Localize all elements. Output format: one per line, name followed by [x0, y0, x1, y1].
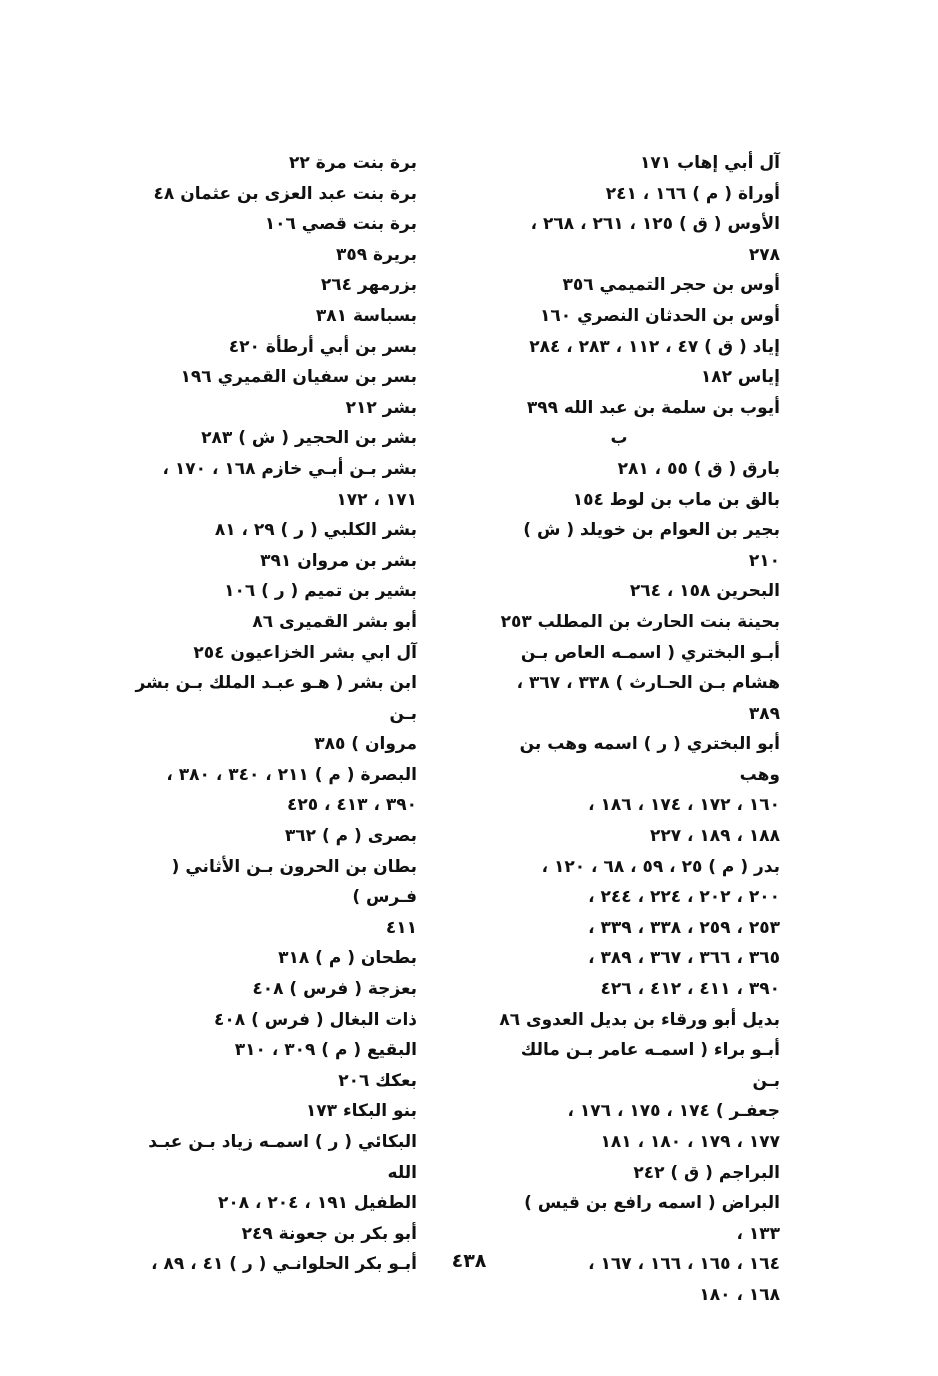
index-entry: ٢٧٨ [748, 244, 780, 265]
index-entry: بشر ٢١٢ [345, 397, 417, 418]
index-entry: أوس بن حجر التميمي ٣٥٦ [562, 275, 780, 296]
index-entry: ٣٩٠ ، ٤١٣ ، ٤٢٥ [286, 795, 417, 816]
index-entry: ٣٨٩ [748, 703, 780, 724]
index-entry: بطحان ( م ) ٣١٨ [278, 948, 417, 969]
index-entry: بجير بن العوام بن خويلد ( ش ) ٢١٠ [523, 520, 780, 571]
index-entry: آل ابي بشر الخزاعيون ٢٥٤ [193, 642, 417, 663]
index-entry: بارق ( ق ) ٥٥ ، ٢٨١ [617, 458, 780, 479]
index-entry: بسر بن أبي أرطأة ٤٢٠ [228, 336, 417, 357]
index-entry: بزرمهر ٢٦٤ [320, 275, 417, 296]
index-entry: أبـو براء ( اسمـه عامر بـن مالك بـن [520, 1040, 780, 1091]
index-entry: برة بنت مرة ٢٢ [289, 153, 417, 173]
index-entry: ٢٠٠ ، ٢٠٢ ، ٢٢٤ ، ٢٤٤ ، [588, 887, 780, 908]
index-entry: البراض ( اسمه رافع بن قيس ) ١٣٣ ، [524, 1193, 780, 1244]
index-entry: بطان بن الحرون بـن الأثاني ( فـرس ) [171, 856, 417, 908]
index-entry: بديل أبو ورقاء بن بديل العدوى ٨٦ [499, 1009, 780, 1030]
index-entry: أوس بن الحدثان النصري ١٦٠ [540, 305, 780, 326]
index-entry: ١٨٨ ، ١٨٩ ، ٢٢٧ [649, 826, 780, 847]
index-entry: الأوس ( ق ) ١٢٥ ، ٢٦١ ، ٢٦٨ ، [530, 214, 780, 235]
index-entry: أبو بشر القميرى ٨٦ [252, 611, 417, 632]
index-entry: مروان ) ٣٨٥ [314, 734, 417, 755]
index-entry: بشر بـن أبـي خازم ١٦٨ ، ١٧٠ ، [162, 458, 417, 479]
index-entry: برة بنت عبد العزى بن عثمان ٤٨ [153, 183, 417, 204]
index-entry: بشر بن مروان ٣٩١ [260, 550, 417, 571]
index-entry: أبو بكر بن جعونة ٢٤٩ [241, 1223, 417, 1244]
index-column-left [133, 148, 417, 1280]
index-entry: ٣٦٥ ، ٣٦٦ ، ٣٦٧ ، ٣٨٩ ، [588, 948, 780, 969]
index-entry: ١٦٨ ، ١٨٠ [699, 1284, 780, 1305]
index-entry: بعكك ٢٠٦ [338, 1070, 417, 1091]
index-entry: الطفيل ١٩١ ، ٢٠٤ ، ٢٠٨ [217, 1193, 417, 1214]
index-entry: ٢٥٣ ، ٢٥٩ ، ٣٣٨ ، ٣٣٩ ، [588, 917, 780, 938]
index-entry: ٤١١ [385, 917, 417, 938]
index-entry: بشر بن الحجير ( ش ) ٢٨٣ [201, 428, 417, 449]
index-entry: بنو البكاء ١٧٣ [305, 1101, 417, 1122]
index-entry: أوراة ( م ) ١٦٦ ، ٢٤١ [605, 183, 780, 204]
index-entry: بصرى ( م ) ٣٦٢ [284, 826, 417, 847]
index-entry: البراجم ( ق ) ٢٤٢ [633, 1162, 780, 1183]
index-entry: بالق بن ماب بن لوط ١٥٤ [572, 489, 780, 510]
index-entry: بعزجة ( فرس ) ٤٠٨ [252, 979, 417, 1000]
index-entry: البقيع ( م ) ٣٠٩ ، ٣١٠ [234, 1040, 417, 1061]
index-entry: البكائي ( ر ) اسمـه زياد بـن عبـد الله [148, 1132, 417, 1183]
index-entry: ١٧٧ ، ١٧٩ ، ١٨٠ ، ١٨١ [600, 1132, 780, 1152]
index-entry: بشير بن تميم ( ر ) ١٠٦ [224, 581, 417, 602]
index-entry: بسر بن سفيان القميري ١٩٦ [180, 367, 417, 388]
index-entry: بدر ( م ) ٢٥ ، ٥٩ ، ٦٨ ، ١٢٠ ، [541, 856, 780, 877]
index-entry: جعفـر ) ١٧٤ ، ١٧٥ ، ١٧٦ ، [567, 1101, 780, 1122]
index-entry: ١٦٤ ، ١٦٥ ، ١٦٦ ، ١٦٧ ، [588, 1254, 780, 1275]
page-number: ٤٣٨ [451, 1250, 487, 1272]
index-entry: بحينة بنت الحارث بن المطلب ٢٥٣ [500, 611, 780, 632]
index-column-right [498, 148, 780, 1311]
index-entry: هشام بـن الحـارث ) ٣٣٨ ، ٣٦٧ ، [516, 673, 780, 694]
index-entry: البحرين ١٥٨ ، ٢٦٤ [629, 581, 780, 602]
section-letter: ب [610, 428, 628, 449]
index-entry: أيوب بن سلمة بن عبد الله ٣٩٩ [526, 397, 780, 418]
index-entry: ١٦٠ ، ١٧٢ ، ١٧٤ ، ١٨٦ ، [588, 795, 780, 816]
index-entry: ابن بشر ( هـو عبـد الملك بـن بشر بـن [135, 673, 417, 724]
index-entry: البصرة ( م ) ٢١١ ، ٣٤٠ ، ٣٨٠ ، [166, 764, 417, 785]
index-entry: ٣٩٠ ، ٤١١ ، ٤١٢ ، ٤٢٦ [600, 979, 780, 1000]
index-entry: آل أبي إهاب ١٧١ [640, 153, 780, 173]
index-entry: بريرة ٣٥٩ [335, 244, 417, 265]
index-entry: أبـو بكر الحلوانـي ( ر ) ٤١ ، ٨٩ ، [151, 1254, 417, 1275]
index-entry: أبـو البختري ( اسمـه العاص بـن [520, 642, 780, 663]
index-entry: ١٧١ ، ١٧٢ [336, 489, 417, 510]
index-entry: بشر الكلبي ( ر ) ٢٩ ، ٨١ [214, 520, 417, 541]
index-entry: بسباسة ٣٨١ [315, 305, 417, 326]
index-entry: إياد ( ق ) ٤٧ ، ١١٢ ، ٢٨٣ ، ٢٨٤ [529, 336, 780, 357]
index-entry: برة بنت قصي ١٠٦ [264, 214, 417, 235]
index-entry: أبو البختري ( ر ) اسمه وهب بن وهب [519, 734, 780, 785]
index-entry: ذات البغال ( فرس ) ٤٠٨ [214, 1009, 417, 1030]
index-entry: إياس ١٨٢ [700, 367, 780, 388]
